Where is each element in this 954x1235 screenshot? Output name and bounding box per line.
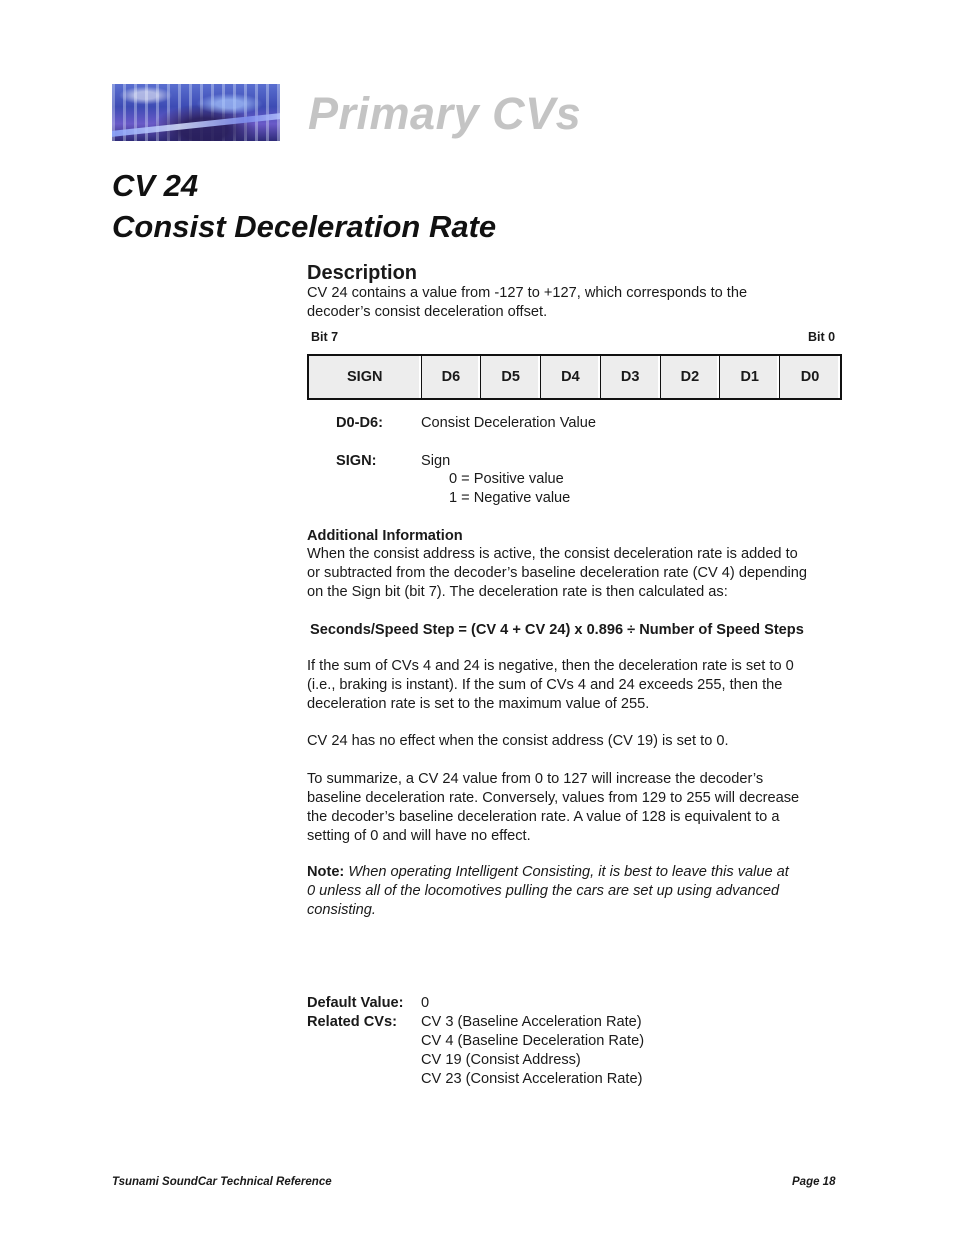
d0d6-value: Consist Deceleration Value xyxy=(421,415,596,431)
description-line: decoder’s consist deceleration offset. xyxy=(307,304,548,320)
related-cvs-list xyxy=(421,1013,644,1089)
related-cv-item: CV 4 (Baseline Deceleration Rate) xyxy=(421,1033,645,1049)
footer-page-number: Page 18 xyxy=(792,1176,836,1188)
bit-cell-sign: SIGN xyxy=(308,355,421,399)
bit-cell-d0: D0 xyxy=(780,355,841,399)
bit7-label: Bit 7 xyxy=(311,330,339,344)
note-line: consisting. xyxy=(307,902,376,918)
paragraph-line: the decoder’s baseline deceleration rate. A value of 128 is equivalent to a xyxy=(307,809,780,825)
cv-number: CV 24 xyxy=(112,168,199,203)
description-line: CV 24 contains a value from -127 to +127, which corresponds to the xyxy=(307,285,748,301)
sign-key: SIGN: xyxy=(336,453,377,469)
description-text xyxy=(307,284,847,322)
paragraph-line: setting of 0 and will have no effect. xyxy=(307,828,531,844)
cv-title xyxy=(112,165,496,247)
header-photo xyxy=(112,84,280,141)
bit-cell-d6: D6 xyxy=(421,355,481,399)
paragraph-line: If the sum of CVs 4 and 24 is negative, then the deceleration rate is set to 0 xyxy=(307,658,794,674)
paragraph-line: or subtracted from the decoder’s baseline deceleration rate (CV 4) depending xyxy=(307,565,807,581)
sign-option-positive: 0 = Positive value xyxy=(449,471,564,487)
additional-paragraph-1 xyxy=(307,545,847,602)
additional-paragraph-2 xyxy=(307,657,847,714)
description-heading: Description xyxy=(307,262,418,284)
note-line: 0 unless all of the locomotives pulling the cars are set up using advanced xyxy=(307,883,780,899)
additional-paragraph-4 xyxy=(307,770,847,846)
bit-table xyxy=(307,354,842,400)
related-cv-item: CV 23 (Consist Acceleration Rate) xyxy=(421,1071,643,1087)
paragraph-line: on the Sign bit (bit 7). The deceleration rate is then calculated as: xyxy=(307,584,728,600)
additional-paragraph-3: CV 24 has no effect when the consist address (CV 19) is set to 0. xyxy=(307,733,729,749)
note-paragraph xyxy=(307,863,847,920)
default-value: 0 xyxy=(421,995,430,1011)
paragraph-line: (i.e., braking is instant). If the sum of CVs 4 and 24 exceeds 255, then the xyxy=(307,677,783,693)
bit0-label: Bit 0 xyxy=(808,330,836,344)
deceleration-formula: Seconds/Speed Step = (CV 4 + CV 24) x 0.896 ÷ Number of Speed Steps xyxy=(310,622,804,638)
cv-name: Consist Deceleration Rate xyxy=(112,209,497,244)
related-cvs-key: Related CVs: xyxy=(307,1014,398,1030)
default-value-key: Default Value: xyxy=(307,995,404,1011)
section-title: Primary CVs xyxy=(308,88,582,139)
bit-cell-d1: D1 xyxy=(720,355,780,399)
sign-value: Sign xyxy=(421,453,451,469)
bit-row xyxy=(308,355,841,399)
bit-cell-d4: D4 xyxy=(541,355,601,399)
paragraph-line: To summarize, a CV 24 value from 0 to 127 will increase the decoder’s xyxy=(307,771,764,787)
bit-cell-d3: D3 xyxy=(600,355,660,399)
sign-option-negative: 1 = Negative value xyxy=(449,490,571,506)
paragraph-line: deceleration rate is set to the maximum value of 255. xyxy=(307,696,650,712)
note-line: When operating Intelligent Consisting, it is best to leave this value at xyxy=(348,864,789,880)
related-cv-item: CV 19 (Consist Address) xyxy=(421,1052,581,1068)
bit-cell-d2: D2 xyxy=(660,355,720,399)
related-cv-item: CV 3 (Baseline Acceleration Rate) xyxy=(421,1014,642,1030)
paragraph-line: When the consist address is active, the consist deceleration rate is added to xyxy=(307,546,798,562)
paragraph-line: baseline deceleration rate. Conversely, values from 129 to 255 will decrease xyxy=(307,790,800,806)
additional-heading: Additional Information xyxy=(307,528,463,544)
footer-title: Tsunami SoundCar Technical Reference xyxy=(112,1176,332,1188)
note-label: Note: xyxy=(307,864,345,880)
d0d6-key: D0-D6: xyxy=(336,415,384,431)
bit-cell-d5: D5 xyxy=(481,355,541,399)
